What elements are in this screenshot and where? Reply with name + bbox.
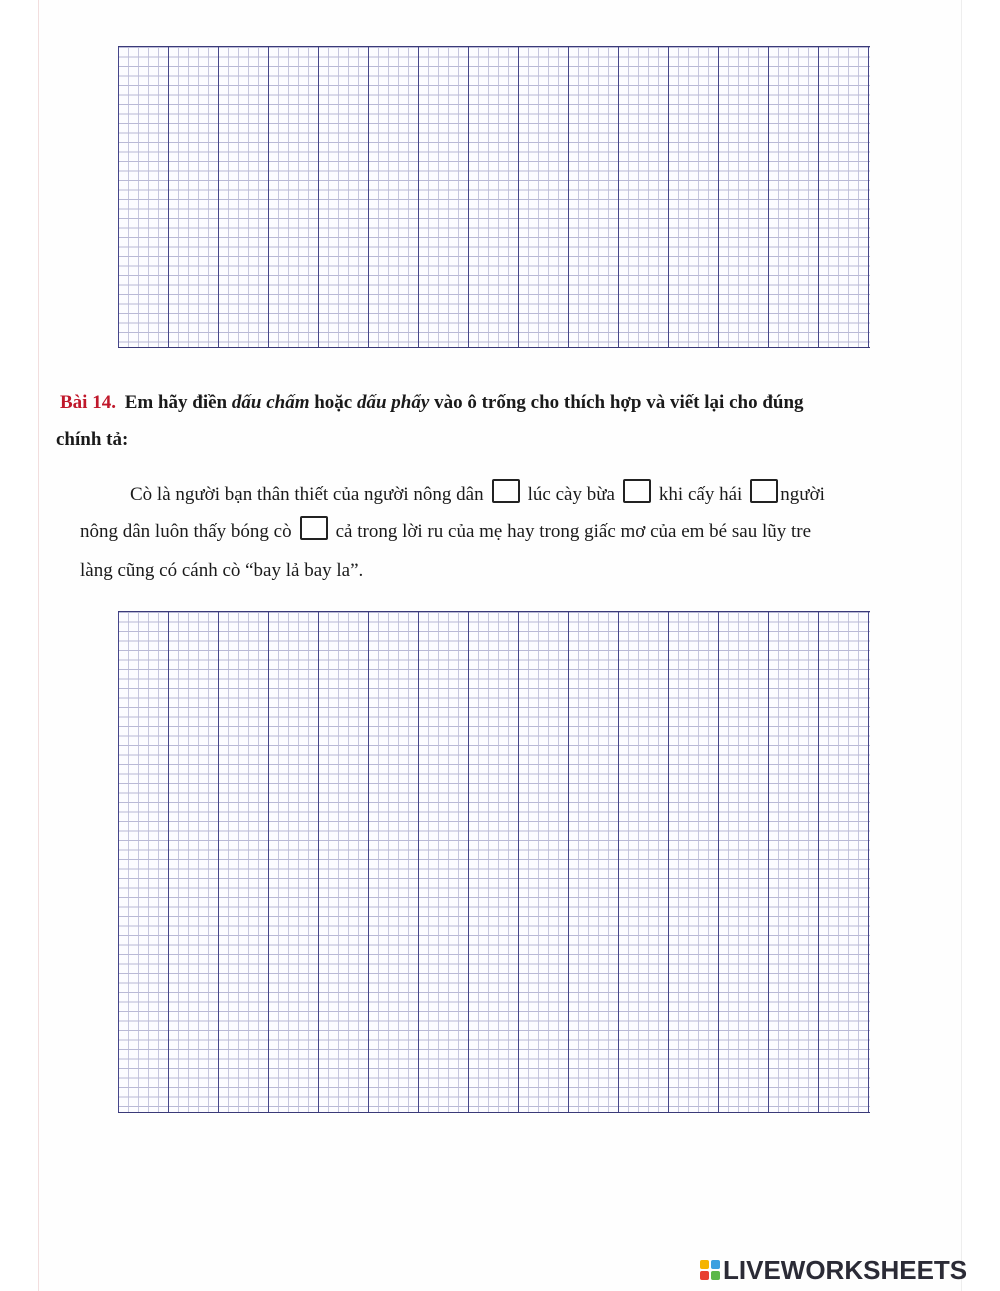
title-emphasis-comma: dấu phẩy xyxy=(356,392,430,413)
answer-box-3[interactable] xyxy=(750,479,778,503)
passage-text: Cò là người bạn thân thiết của người nông dân xyxy=(130,484,484,505)
answer-box-1[interactable] xyxy=(492,479,520,503)
passage-text: nông dân luôn thấy bóng cò xyxy=(80,521,292,542)
exercise-title-continuation: chính tả: xyxy=(56,429,129,450)
logo-square xyxy=(711,1271,720,1280)
exercise-label: Bài 14. xyxy=(60,392,116,413)
exercise-title xyxy=(60,389,940,417)
title-text-2: hoặc xyxy=(314,392,353,413)
writing-grid-top[interactable] xyxy=(118,46,870,348)
passage-text: cả trong lời ru của mẹ hay trong giấc mơ của em bé sau lũy tre xyxy=(335,521,812,542)
passage-text: lúc cày bừa xyxy=(527,484,615,505)
writing-grid-bottom[interactable] xyxy=(118,611,870,1113)
title-text-1: Em hãy điền xyxy=(124,392,228,413)
passage-text: khi cấy hái xyxy=(658,484,743,505)
passage-line-1 xyxy=(130,479,825,509)
passage-line-3: làng cũng có cánh cò “bay lả bay la”. xyxy=(80,560,364,581)
logo-text: LIVEWORKSHEETS xyxy=(723,1254,968,1285)
logo-square xyxy=(700,1271,709,1280)
liveworksheets-logo xyxy=(700,1256,967,1284)
logo-square xyxy=(711,1260,720,1269)
title-text-3: vào ô trống cho thích hợp và viết lại cho đúng xyxy=(434,392,804,413)
answer-box-2[interactable] xyxy=(623,479,651,503)
logo-mark-icon xyxy=(700,1260,720,1280)
passage-line-2 xyxy=(80,516,811,546)
passage-text: người xyxy=(780,484,825,505)
title-emphasis-period: dấu chấm xyxy=(231,392,310,413)
logo-square xyxy=(700,1260,709,1269)
answer-box-4[interactable] xyxy=(300,516,328,540)
